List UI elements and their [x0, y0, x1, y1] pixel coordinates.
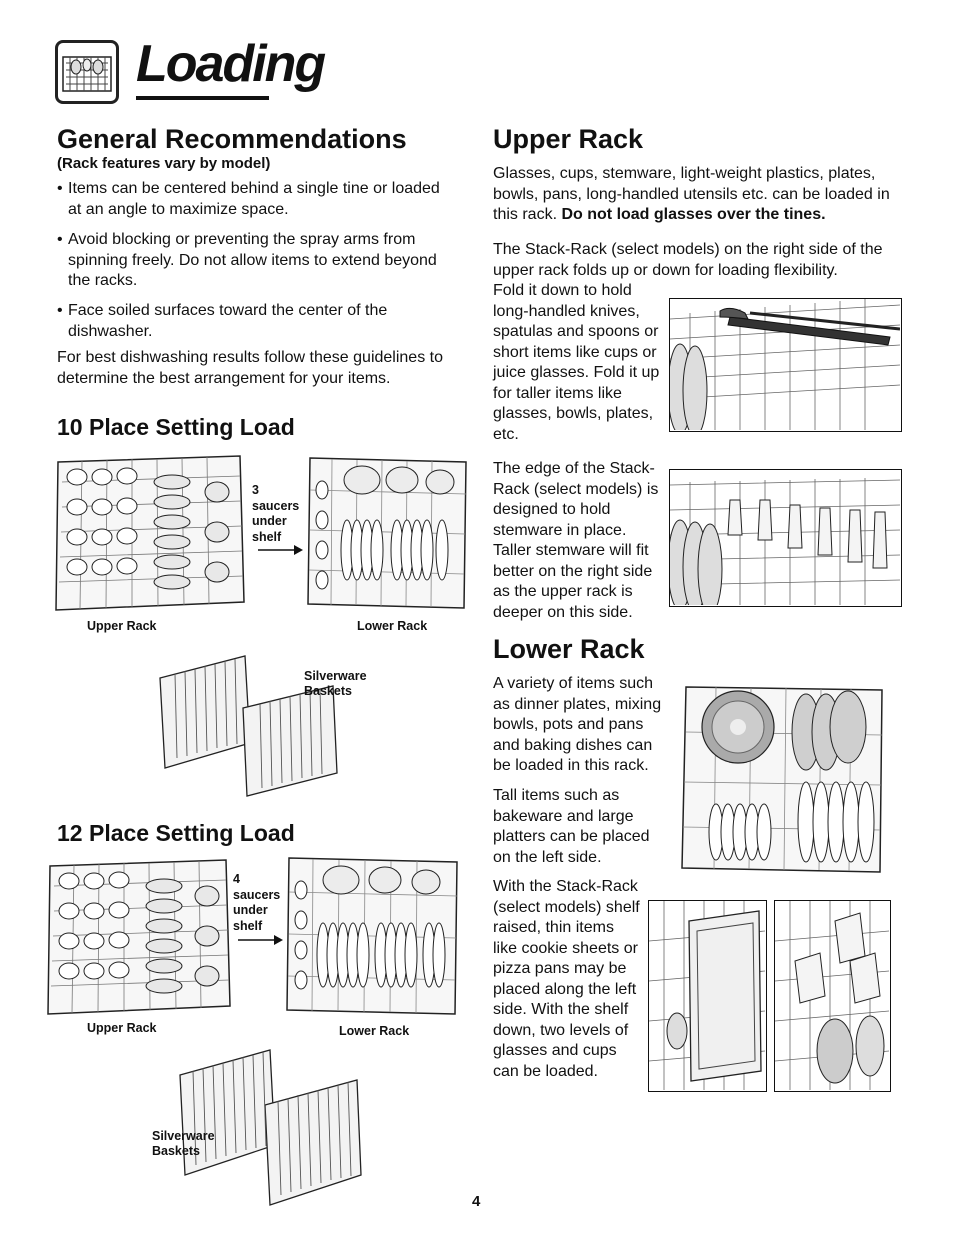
dishwasher-rack-icon [55, 40, 119, 104]
lower-rack-paragraph-2: Tall items such as bakeware and large platters can be placed on the left side. [493, 787, 650, 866]
upper-rack-heading: Upper Rack [493, 124, 644, 154]
ten-upper-rack-label: Upper Rack [87, 619, 157, 633]
shelf-lowered-illustration [774, 900, 891, 1092]
twelve-silverware-label: Silverware Baskets [152, 1129, 215, 1158]
page-number: 4 [472, 1193, 481, 1210]
lower-rack-paragraph-1: A variety of items such as dinner plates, mixing bowls, pots and pans and baking dishes can be loaded in this rack. [493, 675, 662, 774]
general-bullet-3: • Face soiled surfaces toward the center of the dishwasher. [57, 302, 388, 340]
upper-rack-warning: Do not load glasses over the tines. [561, 206, 826, 223]
ten-callout-arrow [258, 543, 304, 557]
ten-lower-rack-illustration [302, 450, 470, 616]
general-bullet-1: • Items can be centered behind a single tine or loaded at an angle to maximize space. [57, 180, 440, 218]
twelve-upper-rack-illustration [44, 856, 234, 1021]
shelf-raised-illustration [648, 900, 767, 1092]
ten-saucer-callout: 3 saucers under shelf [252, 483, 300, 544]
twelve-callout-arrow [238, 933, 284, 947]
twelve-upper-rack-label: Upper Rack [87, 1021, 157, 1035]
general-note: (Rack features vary by model) [57, 155, 271, 172]
ten-upper-rack-illustration [52, 452, 247, 614]
stemware-stack-rack-illustration [669, 469, 902, 607]
lower-rack-paragraph-3: With the Stack-Rack (select models) shelf raised, thin items like cookie sheets or pizza pans may be placed along the left side. With the shelf down, two levels of glasses and cups can be loaded. [493, 878, 640, 1080]
lower-rack-heading: Lower Rack [493, 634, 645, 664]
general-closing: For best dishwashing results follow these guidelines to determine the best arrangement for your items. [57, 349, 443, 387]
page-title: Loading [136, 35, 325, 93]
twelve-lower-rack-illustration [281, 850, 463, 1022]
upper-rack-paragraph-3: The edge of the Stack-Rack (select models) is designed to hold stemware in place. Taller stemware will fit better on the right side as the upper rack is deeper on this side. [493, 460, 659, 621]
ten-silverware-label: Silverware Baskets [304, 669, 367, 698]
upper-rack-paragraph-2: The Stack-Rack (select models) on the right side of the upper rack folds up or down for loading flexibility. [493, 241, 883, 279]
general-heading: General Recommendations [57, 124, 407, 154]
upper-rack-paragraph-1: Glasses, cups, stemware, light-weight plastics, plates, bowls, pans, long-handled utensils etc. can be loaded in this rack. Do not load glasses over the tines. [493, 165, 890, 223]
stack-rack-folded-illustration [669, 298, 902, 432]
twelve-place-heading: 12 Place Setting Load [57, 820, 295, 846]
upper-rack-paragraph-2-continued: Fold it down to hold long-handled knives, spatulas and spoons or short items like cups or juice glasses. Fold it up for taller items like glasses, bowls, plates, etc. [493, 282, 660, 443]
ten-place-heading: 10 Place Setting Load [57, 414, 295, 440]
twelve-silverware-baskets-illustration [175, 1040, 365, 1208]
twelve-lower-rack-label: Lower Rack [339, 1024, 410, 1038]
ten-lower-rack-label: Lower Rack [357, 619, 428, 633]
twelve-saucer-callout: 4 saucers under shelf [233, 872, 281, 933]
title-underline [136, 96, 269, 100]
lower-rack-pots-illustration [676, 672, 888, 880]
general-bullet-2: • Avoid blocking or preventing the spray arms from spinning freely. Do not allow items to extend beyond the racks. [57, 231, 437, 289]
